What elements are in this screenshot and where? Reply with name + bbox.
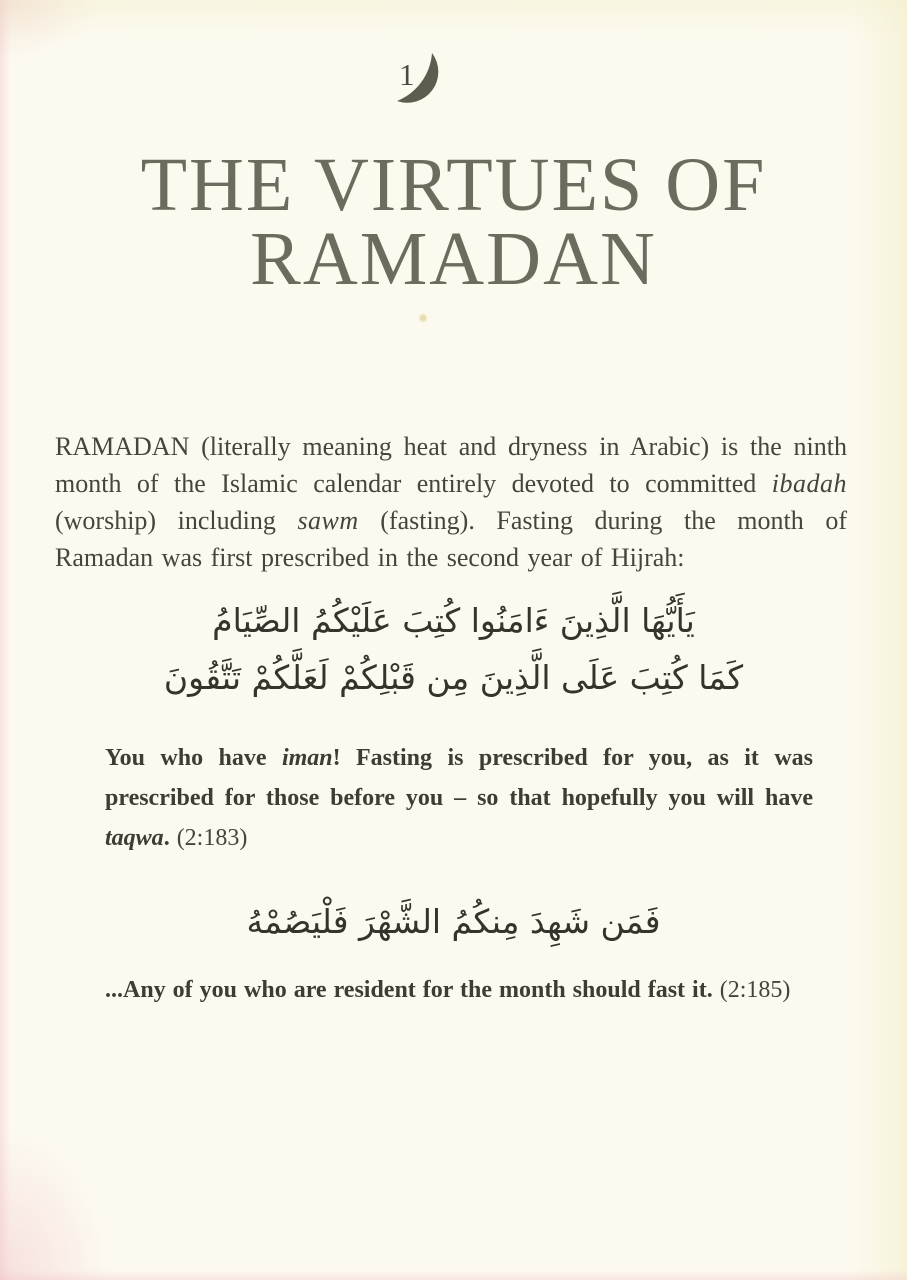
quote-italic-iman: iman [281, 745, 333, 771]
intro-paragraph [55, 428, 847, 576]
quote-italic-taqwa: taqwa [105, 825, 164, 851]
intro-italic-ibadah: ibadah [771, 469, 847, 498]
page-title-line1: THE VIRTUES OF [140, 143, 767, 227]
quran-translation-2-183 [105, 738, 813, 858]
arabic-verse-2-185: فَمَن شَهِدَ مِنكُمُ الشَّهْرَ فَلْيَصُمْهُ [246, 902, 661, 941]
quote-text: . [163, 825, 177, 851]
intro-italic-sawm: sawm [297, 506, 359, 535]
chapter-ornament [392, 50, 440, 112]
arabic-verse-2-183 [0, 592, 907, 706]
intro-text: (fasting). Fasting during the month of Ramadan was first prescribed in the second year of Hijrah: [55, 506, 847, 572]
intro-text: RAMADAN (literally meaning heat and dryness in Arabic) is the ninth month of the Islamic calendar entirely devoted to committed [55, 432, 847, 498]
chapter-number: 1 [399, 57, 415, 92]
arabic-verse-line2: كَمَا كُتِبَ عَلَى الَّذِينَ مِن قَبْلِكُمْ لَعَلَّكُمْ تَتَّقُونَ [163, 658, 744, 697]
verse-reference: (2:183) [176, 825, 248, 851]
verse-reference: (2:185) [719, 977, 791, 1003]
quote-text: ! Fasting is prescribed for you, as it was prescribed for those before you – so that hopefully you will have [105, 745, 814, 811]
quote-text: You who have [105, 745, 282, 771]
arabic-verse-line1: يَأَيُّهَا الَّذِينَ ءَامَنُوا كُتِبَ عَلَيْكُمُ الصِّيَامُ [212, 601, 695, 640]
page-title [0, 143, 907, 301]
page-title-line2: RAMADAN [250, 217, 657, 301]
quote-text: ...Any of you who are resident for the month should fast it. [105, 977, 720, 1003]
intro-text: (worship) including [55, 506, 298, 535]
quran-translation-2-185 [105, 970, 813, 1010]
